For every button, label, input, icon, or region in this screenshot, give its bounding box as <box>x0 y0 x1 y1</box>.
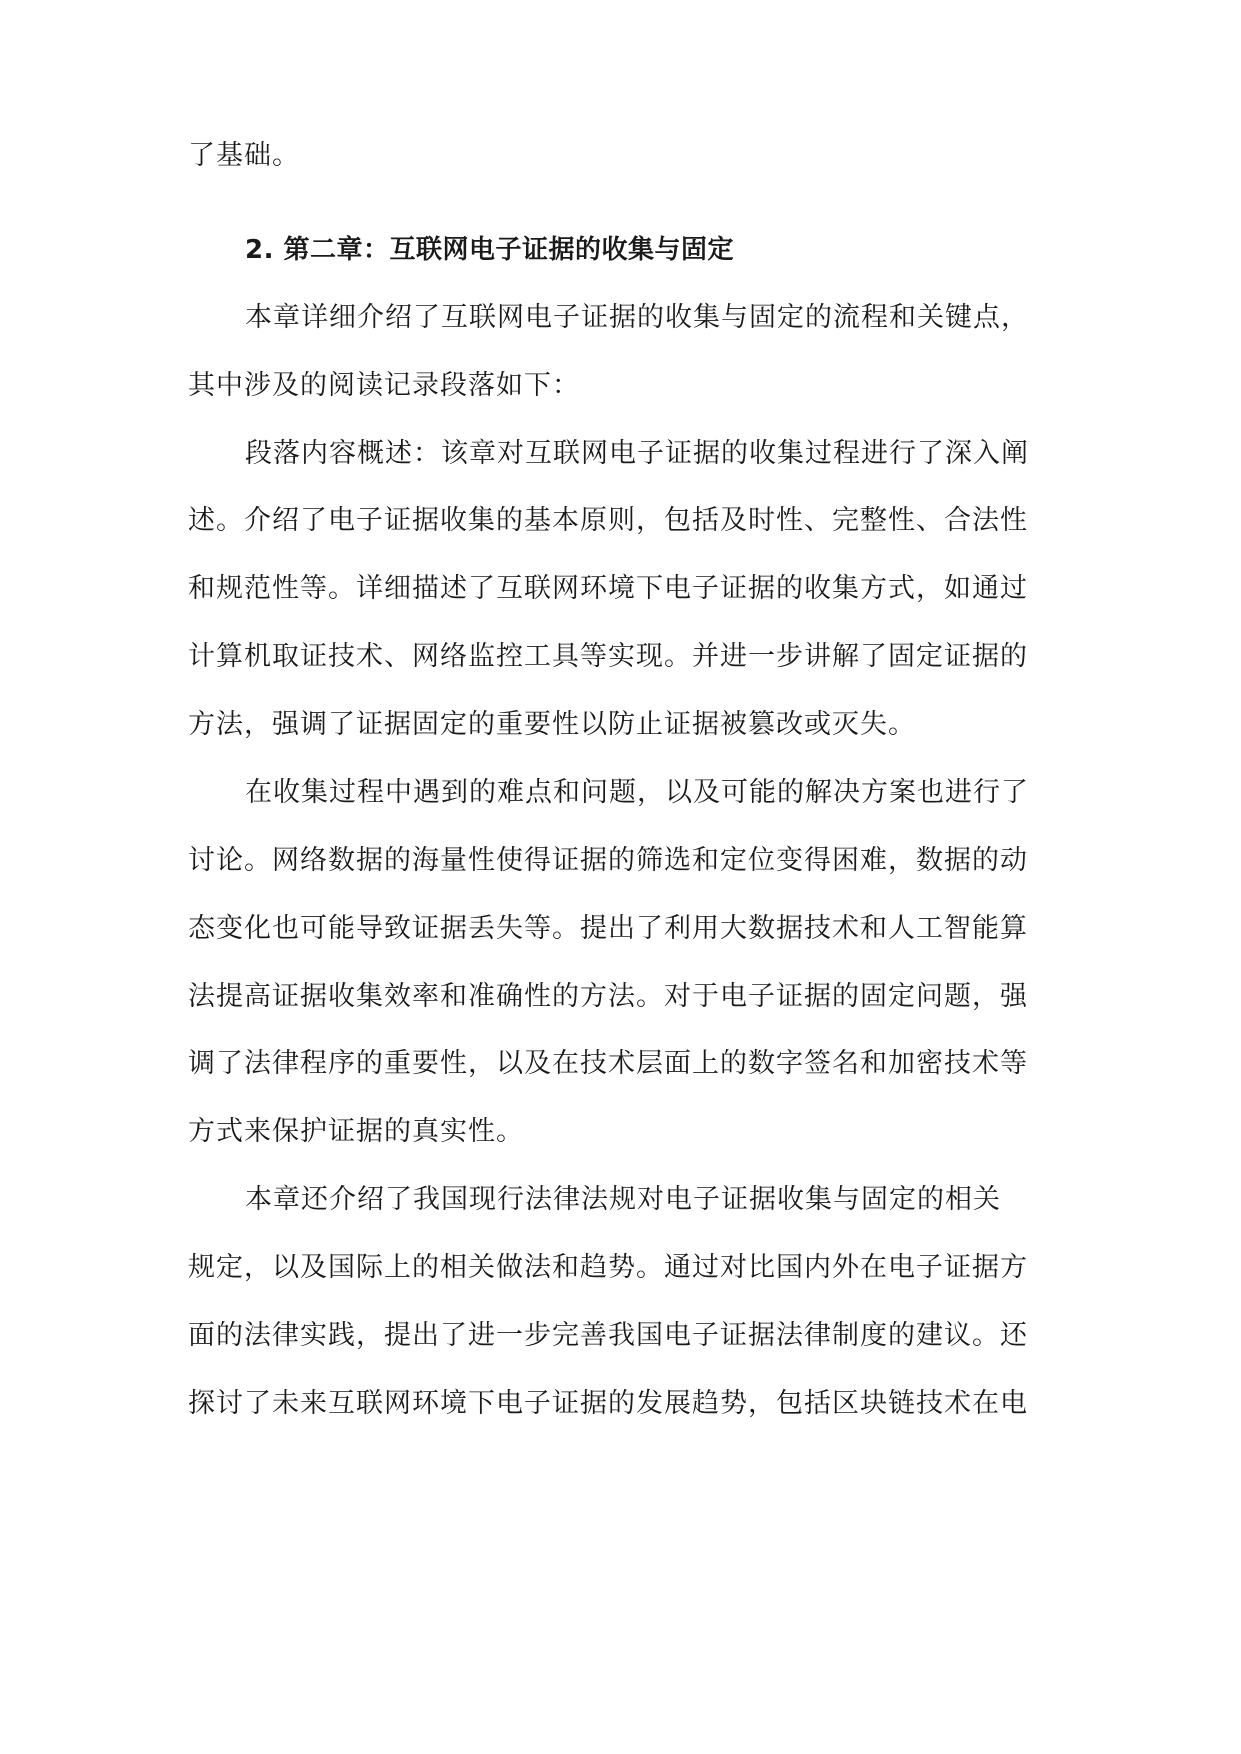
paragraph-line: 和规范性等。详细描述了互联网环境下电子证据的收集方式，如通过 <box>188 573 1028 604</box>
paragraph-line: 探讨了未来互联网环境下电子证据的发展趋势，包括区块链技术在电 <box>188 1388 1028 1419</box>
paragraph-line: 段落内容概述：该章对互联网电子证据的收集过程进行了深入阐 <box>245 438 1029 469</box>
paragraph-line: 述。介绍了电子证据收集的基本原则，包括及时性、完整性、合法性 <box>188 505 1028 536</box>
paragraph-line: 方式来保护证据的真实性。 <box>188 1116 524 1147</box>
paragraph-line: 本章还介绍了我国现行法律法规对电子证据收集与固定的相关 <box>245 1184 1001 1215</box>
carryover-text-line: 了基础。 <box>188 140 300 171</box>
paragraph-line: 计算机取证技术、网络监控工具等实现。并进一步讲解了固定证据的 <box>188 641 1028 672</box>
paragraph-line: 本章详细介绍了互联网电子证据的收集与固定的流程和关键点， <box>245 302 1029 333</box>
paragraph-line: 方法，强调了证据固定的重要性以防止证据被篡改或灭失。 <box>188 709 916 740</box>
paragraph-line: 面的法律实践，提出了进一步完善我国电子证据法律制度的建议。还 <box>188 1320 1028 1351</box>
paragraph-line: 在收集过程中遇到的难点和问题，以及可能的解决方案也进行了 <box>245 777 1029 808</box>
paragraph-line: 法提高证据收集效率和准确性的方法。对于电子证据的固定问题，强 <box>188 981 1028 1012</box>
paragraph-line: 规定，以及国际上的相关做法和趋势。通过对比国内外在电子证据方 <box>188 1252 1028 1283</box>
section-heading: 2. 第二章：互联网电子证据的收集与固定 <box>245 235 735 265</box>
paragraph-line: 调了法律程序的重要性，以及在技术层面上的数字签名和加密技术等 <box>188 1048 1028 1079</box>
paragraph-line: 其中涉及的阅读记录段落如下： <box>188 370 580 401</box>
paragraph-line: 讨论。网络数据的海量性使得证据的筛选和定位变得困难，数据的动 <box>188 845 1028 876</box>
paragraph-line: 态变化也可能导致证据丢失等。提出了利用大数据技术和人工智能算 <box>188 913 1028 944</box>
